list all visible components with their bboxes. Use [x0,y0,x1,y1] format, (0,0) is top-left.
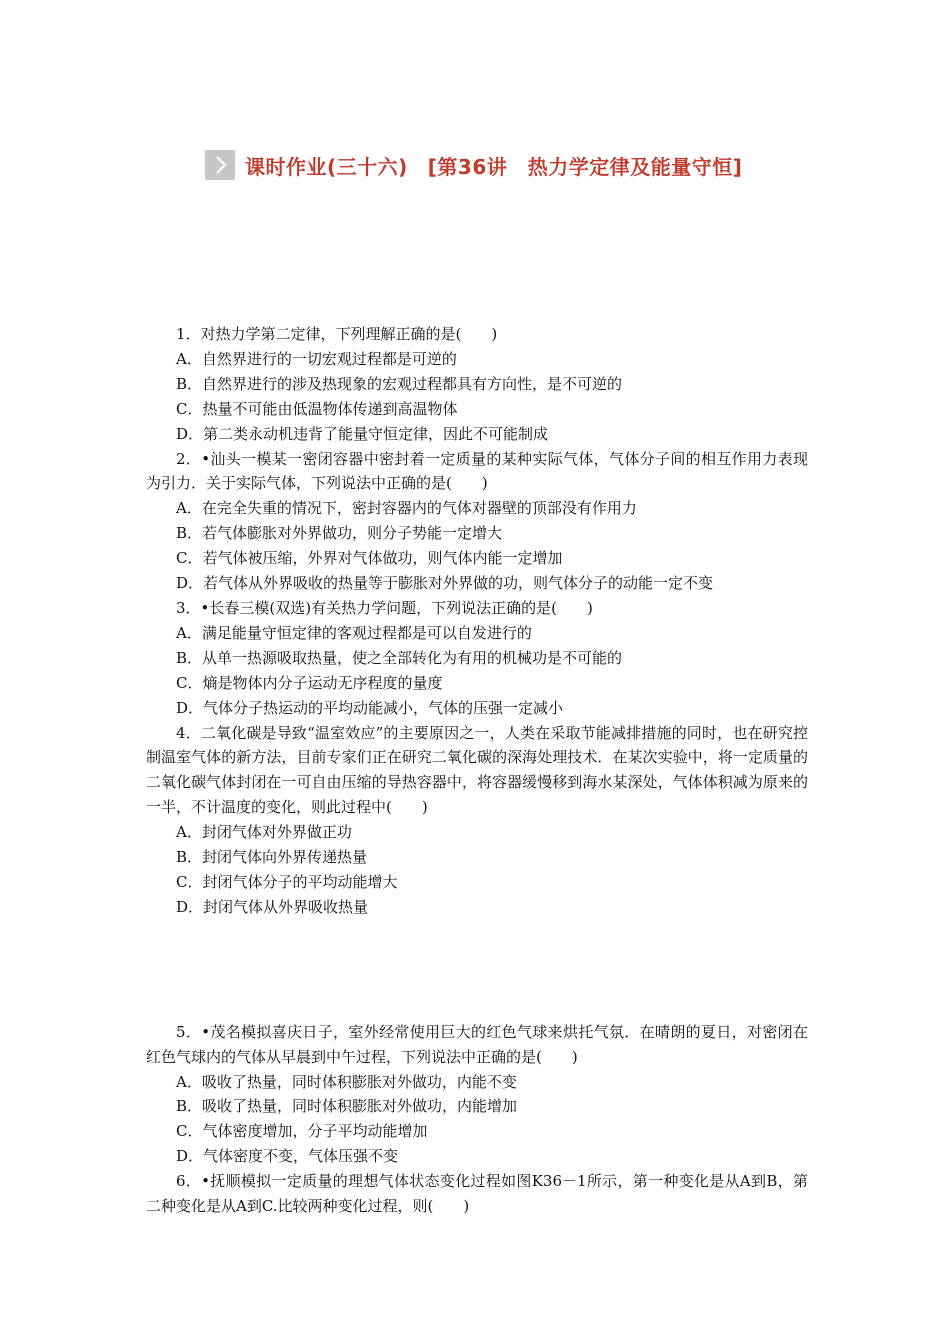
option-a: A．自然界进行的一切宏观过程都是可逆的 [176,349,457,368]
option-a: A．在完全失重的情况下，密封容器内的气体对器壁的顶部没有作用力 [176,499,637,518]
question-3 [146,596,808,721]
question-1 [146,322,808,447]
option-a: A．封闭气体对外界做正功 [176,823,352,842]
question-4 [146,721,808,920]
question-stem: 3．•长春三模(双选)有关热力学问题，下列说法正确的是( ) [176,598,593,617]
option-a: A．满足能量守恒定律的客观过程都是可以自发进行的 [176,623,532,642]
chevron-right-icon [205,150,235,180]
question-stem: 4．二氧化碳是导致“温室效应”的主要原因之一，人类在采取节能减排措施的同时，也在研究控制温室气体的新方法，目前专家们正在研究二氧化碳的深海处理技术．在某次实验中，将一定质量的二氧化碳气体封闭在一可自由压缩的导热容器中，将容器缓慢移到海水某深处，气体体积减为原来的一半，不计温度的变化，则此过程中( ) [146,723,808,817]
option-b: B．自然界进行的涉及热现象的宏观过程都具有方向性，是不可逆的 [176,374,623,393]
question-stem: 2．•汕头一模某一密闭容器中密封着一定质量的某种实际气体，气体分子间的相互作用力表现为引力．关于实际气体，下列说法中正确的是( ) [146,449,808,493]
question-5 [146,1020,808,1169]
option-b: B．封闭气体向外界传递热量 [176,848,368,867]
option-b: B．从单一热源吸取热量，使之全部转化为有用的机械功是不可能的 [176,648,623,667]
option-d: D．气体密度不变，气体压强不变 [176,1147,399,1166]
page-header [205,148,742,182]
title-lecture: [第36讲 热力学定律及能量守恒] [427,154,743,179]
option-a: A．吸收了热量，同时体积膨胀对外做功，内能不变 [176,1072,517,1091]
option-c: C．气体密度增加，分子平均动能增加 [176,1122,428,1141]
question-2 [146,447,808,596]
option-b: B．吸收了热量，同时体积膨胀对外做功，内能增加 [176,1097,518,1116]
question-stem: 6．•抚顺模拟一定质量的理想气体状态变化过程如图K36－1所示，第一种变化是从A到B，第二种变化是从A到C.比较两种变化过程，则( ) [146,1172,808,1216]
section-badge [205,150,235,180]
option-c: C．封闭气体分子的平均动能增大 [176,872,398,891]
option-d: D．第二类永动机违背了能量守恒定律，因此不可能制成 [176,424,549,443]
option-c: C．熵是物体内分子运动无序程度的量度 [176,673,443,692]
option-c: C．热量不可能由低温物体传递到高温物体 [176,399,458,418]
blank-space [146,920,808,1020]
page-title [245,151,742,180]
question-list [146,322,808,1219]
question-6 [146,1169,808,1219]
option-d: D．封闭气体从外界吸收热量 [176,897,369,916]
option-d: D．若气体从外界吸收的热量等于膨胀对外界做的功，则气体分子的动能一定不变 [176,574,714,593]
option-c: C．若气体被压缩，外界对气体做功，则气体内能一定增加 [176,549,563,568]
question-stem: 1．对热力学第二定律，下列理解正确的是( ) [176,325,498,343]
question-stem: 5．•茂名模拟喜庆日子，室外经常使用巨大的红色气球来烘托气氛．在晴朗的夏日，对密闭在红色气球内的气体从早晨到中午过程，下列说法中正确的是( ) [146,1022,808,1066]
option-d: D．气体分子热运动的平均动能减小，气体的压强一定减小 [176,698,564,717]
title-homework: 课时作业(三十六) [245,154,408,179]
option-b: B．若气体膨胀对外界做功，则分子势能一定增大 [176,524,503,543]
